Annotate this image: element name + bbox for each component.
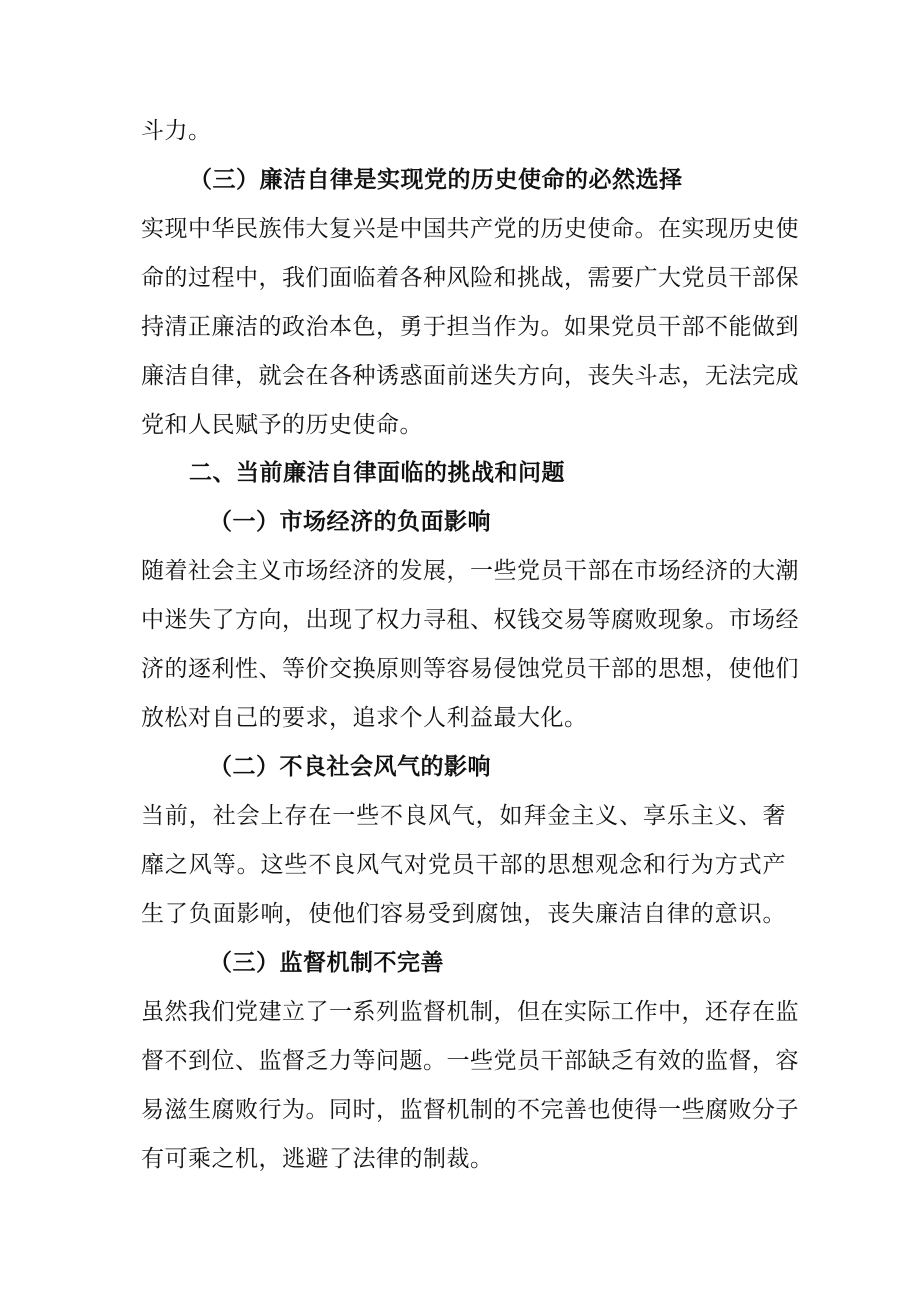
- paragraph-line: 持清正廉洁的政治本色，勇于担当作为。如果党员干部不能做到: [141, 314, 799, 340]
- section-heading-1: （一）市场经济的负面影响: [209, 509, 491, 535]
- chapter-heading-2: 二、当前廉洁自律面临的挑战和问题: [189, 460, 565, 486]
- paragraph-line: 易滋生腐败行为。同时，监督机制的不完善也使得一些腐败分子: [141, 1097, 799, 1123]
- paragraph-line: 放松对自己的要求，追求个人利益最大化。: [141, 705, 588, 731]
- paragraph-line: 随着社会主义市场经济的发展，一些党员干部在市场经济的大潮: [141, 558, 799, 584]
- paragraph-line: 实现中华民族伟大复兴是中国共产党的历史使命。在实现历史使: [141, 216, 799, 242]
- paragraph-line: 有可乘之机，逃避了法律的制裁。: [141, 1146, 494, 1172]
- section-heading-3b: （三）监督机制不完善: [209, 950, 444, 976]
- paragraph-line: 当前，社会上存在一些不良风气，如拜金主义、享乐主义、奢: [141, 803, 786, 829]
- paragraph-line: 靡之风等。这些不良风气对党员干部的思想观念和行为方式产: [141, 852, 786, 878]
- paragraph-line: 虽然我们党建立了一系列监督机制，但在实际工作中，还存在监: [141, 999, 799, 1025]
- paragraph-line: 济的逐利性、等价交换原则等容易侵蚀党员干部的思想，使他们: [141, 656, 799, 682]
- paragraph-line: 中迷失了方向，出现了权力寻租、权钱交易等腐败现象。市场经: [141, 607, 799, 633]
- paragraph-line: 廉洁自律，就会在各种诱惑面前迷失方向，丧失斗志，无法完成: [141, 363, 799, 389]
- paragraph-line: 督不到位、监督乏力等问题。一些党员干部缺乏有效的监督，容: [141, 1048, 799, 1074]
- paragraph-line: 斗力。: [141, 118, 212, 144]
- paragraph-line: 命的过程中，我们面临着各种风险和挑战，需要广大党员干部保: [141, 265, 799, 291]
- paragraph-line: 生了负面影响，使他们容易受到腐蚀，丧失廉洁自律的意识。: [141, 901, 786, 927]
- section-heading-3: （三）廉洁自律是实现党的历史使命的必然选择: [189, 167, 683, 193]
- paragraph-line: 党和人民赋予的历史使命。: [141, 412, 423, 438]
- section-heading-2: （二）不良社会风气的影响: [209, 754, 491, 780]
